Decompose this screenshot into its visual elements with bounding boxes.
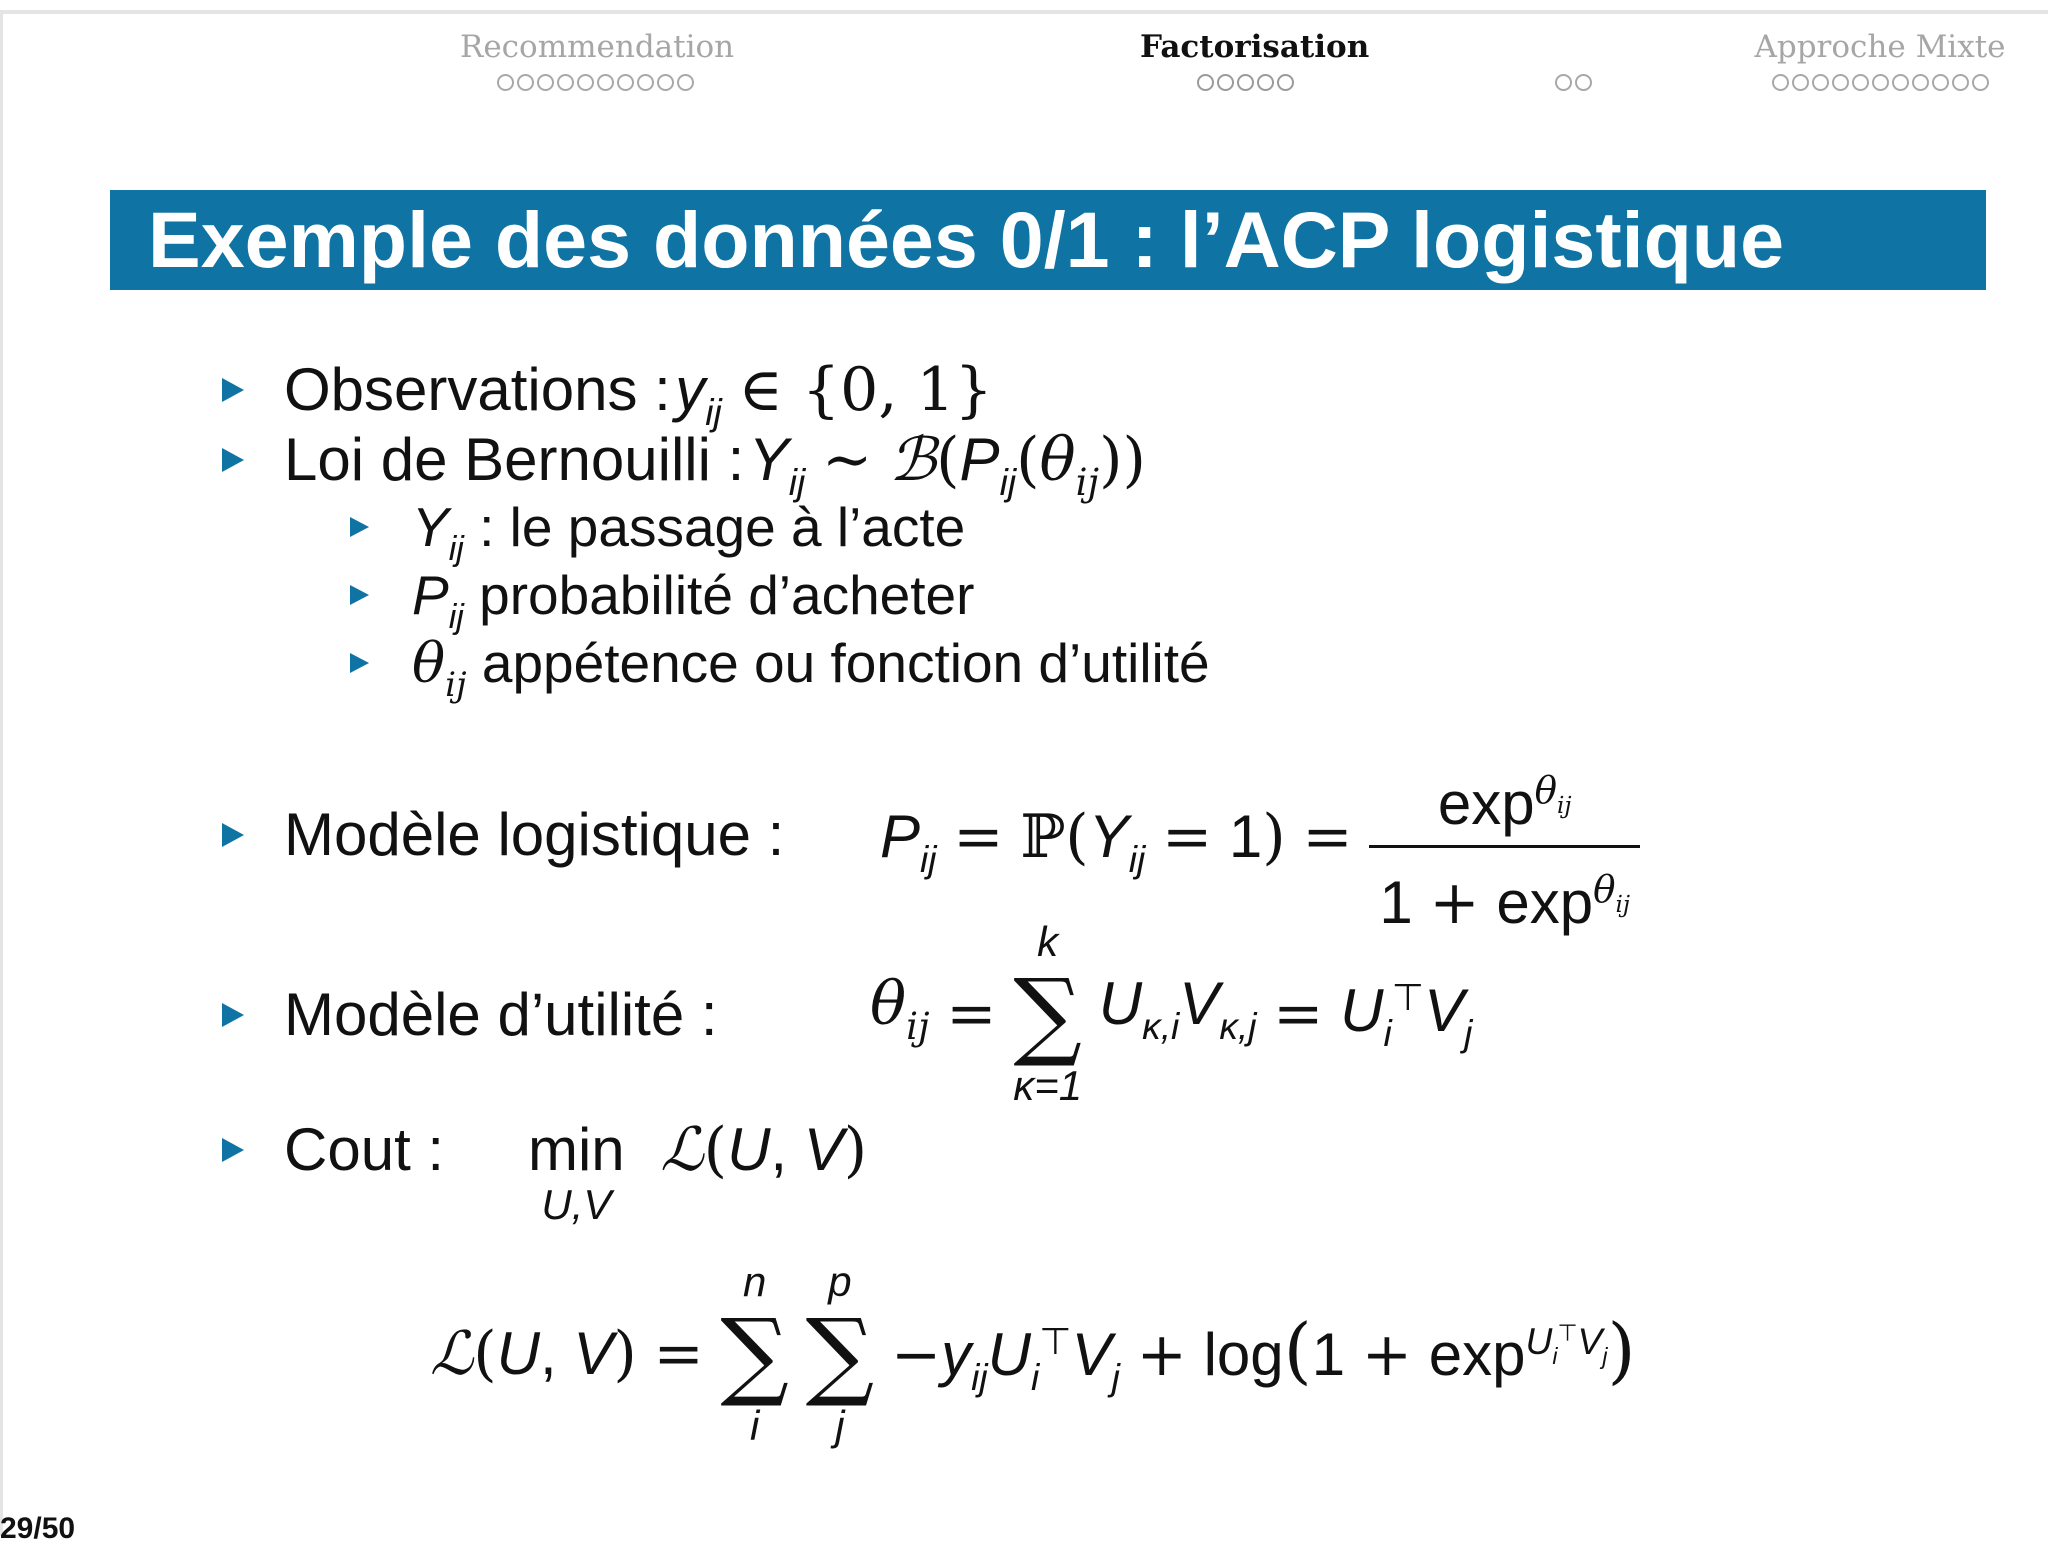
subbullet-triangle-icon [350, 517, 369, 537]
nav-dot-icon[interactable] [1575, 74, 1592, 91]
nav-dot-icon[interactable] [537, 74, 554, 91]
nav-dot-icon[interactable] [1772, 74, 1789, 91]
subbullet-p: $P_{ij}$ probabilité d’acheter [350, 563, 974, 647]
math-utility-equation: $\theta_{ij}$ = k ∑ κ=1 $U_{\kappa,i}V_{\kappa,j} = U_i^⊤V_j$ [870, 918, 1473, 1109]
nav-label [1548, 28, 1598, 66]
math-exp: exp [1428, 1321, 1526, 1389]
math-cost: min U,V ℒ(U, V) [528, 1115, 868, 1228]
nav-label: Factorisation [1140, 29, 1370, 65]
nav-dot-icon[interactable] [1277, 74, 1294, 91]
nav-dot-icon[interactable] [497, 74, 514, 91]
nav-label: Approche Mixte [1754, 29, 2006, 65]
nav-dot-icon[interactable] [677, 74, 694, 91]
subbullet-y: $Y_{ij}$ : le passage à l’acte [350, 495, 965, 579]
bullet-triangle-icon [222, 448, 244, 472]
math-min-under: U,V [541, 1181, 612, 1228]
bullet-triangle-icon [222, 823, 244, 847]
bullet-triangle-icon [222, 378, 244, 402]
subbullet-triangle-icon [350, 653, 369, 673]
nav-dot-icon[interactable] [1217, 74, 1234, 91]
math-obs: $y_{ij}$ ∈ {0, 1} [675, 355, 993, 433]
nav-dot-icon[interactable] [1832, 74, 1849, 91]
nav-dot-icon[interactable] [1872, 74, 1889, 91]
nav-dots [1752, 74, 2008, 91]
nav-dot-icon[interactable] [1912, 74, 1929, 91]
bullet-text: Modèle d’utilité : [284, 981, 718, 1048]
frame-title: Exemple des données 0/1 : l’ACP logistique [148, 195, 1785, 284]
nav-dot-icon[interactable] [1852, 74, 1869, 91]
page-number: 29/50 [0, 1512, 76, 1545]
nav-dot-icon[interactable] [1932, 74, 1949, 91]
nav-dot-icon[interactable] [577, 74, 594, 91]
sum-lower: j [835, 1402, 845, 1449]
bullet-text: Cout : [284, 1116, 445, 1183]
sum-lower: κ=1 [1013, 1062, 1083, 1109]
math-likelihood: ℒ(U, V) = n ∑ i p ∑ j $-y_{ij}U_i^⊤V_j + \log(1 + \exp^{U_i^⊤V_j})$ [430, 1258, 1636, 1449]
nav-section-factorisation[interactable] [1140, 28, 1370, 91]
subbullet-text: appétence ou fonction d’utilité [481, 632, 1210, 694]
sum-lower: i [750, 1402, 760, 1449]
nav-dot-icon[interactable] [1257, 74, 1274, 91]
nav-dot-icon[interactable] [517, 74, 534, 91]
bullet-text: Observations : [284, 356, 671, 423]
math-one: 1 [1379, 869, 1413, 937]
math-logistic-equation: $P_{ij}$ = $ℙ(Y_{ij} = 1)$ = $\frac{\exp^{\theta_{ij}}}{1 + \exp^{\theta_{ij}}}$ [880, 755, 1640, 939]
nav-label: Recommendation [460, 29, 735, 65]
math-one: 1 [1311, 1321, 1346, 1389]
frame-title-bar [110, 190, 1986, 290]
bullet-utility [222, 980, 718, 1050]
bullet-triangle-icon [222, 1138, 244, 1162]
nav-dot-icon[interactable] [1555, 74, 1572, 91]
math-obs-set: ∈ {0, 1} [738, 355, 993, 425]
logistic-fraction: $\frac{\exp^{\theta_{ij}}}{1 + \exp^{\theta_{ij}}}$ [1369, 755, 1640, 939]
nav-dot-icon[interactable] [637, 74, 654, 91]
sum-upper: k [1037, 918, 1059, 965]
nav-section-recommendation[interactable] [460, 28, 735, 91]
nav-dots [1548, 74, 1598, 91]
nav-dot-icon[interactable] [1792, 74, 1809, 91]
math-bernoulli: $Y_{ij}$ ∼ $ℬ(P_{ij}(\theta_{ij}))$ [748, 425, 1146, 504]
math-exp: exp [1496, 869, 1594, 937]
nav-dot-icon[interactable] [617, 74, 634, 91]
nav-dot-icon[interactable] [1892, 74, 1909, 91]
bullet-cost [222, 1115, 444, 1185]
nav-dot-icon[interactable] [1812, 74, 1829, 91]
nav-dot-icon[interactable] [1237, 74, 1254, 91]
nav-section-approche-mixte[interactable] [1752, 28, 2008, 91]
math-min: min [528, 1116, 625, 1183]
math-log: log [1203, 1321, 1284, 1389]
frame-border-top [0, 10, 2048, 14]
nav-dot-icon[interactable] [1952, 74, 1969, 91]
subbullet-text: : le passage à l’acte [479, 496, 966, 558]
nav-dots [460, 74, 730, 91]
math-one: 1 [1228, 802, 1263, 870]
nav-dot-icon[interactable] [1197, 74, 1214, 91]
nav-dot-icon[interactable] [1972, 74, 1989, 91]
sum-operator-i: n ∑ i [720, 1258, 789, 1449]
nav-dot-icon[interactable] [597, 74, 614, 91]
math-exp: exp [1437, 770, 1535, 837]
nav-dots [1140, 74, 1350, 91]
sum-upper: p [828, 1258, 852, 1305]
bullet-text: Modèle logistique : [284, 801, 785, 868]
frame-border-left [0, 10, 3, 1536]
sum-operator-j: p ∑ j [805, 1258, 875, 1449]
subbullet-triangle-icon [350, 585, 369, 605]
bullet-triangle-icon [222, 1003, 244, 1027]
sum-upper: n [742, 1258, 767, 1305]
nav-dot-icon[interactable] [657, 74, 674, 91]
subbullet-text: probabilité d’acheter [479, 564, 975, 626]
nav-section-unnamed[interactable] [1548, 28, 1598, 91]
nav-dot-icon[interactable] [557, 74, 574, 91]
sum-operator: k ∑ κ=1 [1013, 918, 1083, 1109]
subbullet-theta: $\theta_{ij}$ appétence ou fonction d’utilité [350, 631, 1210, 715]
bullet-text: Loi de Bernouilli : [284, 426, 745, 493]
